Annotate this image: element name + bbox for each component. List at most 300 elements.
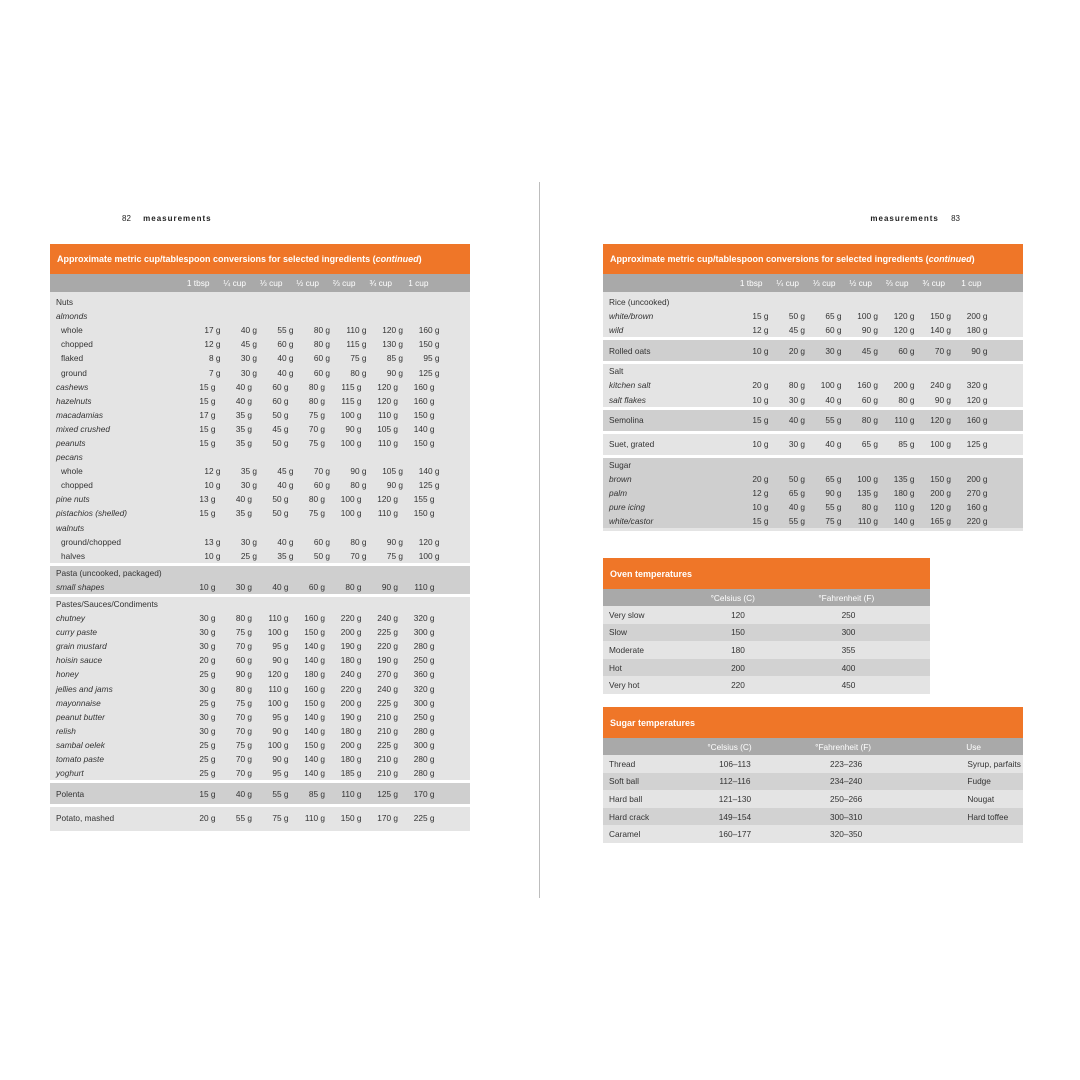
- value-cell: 110 g: [268, 613, 289, 624]
- sugar-temperatures-table: [603, 707, 1023, 843]
- value-cell: 160 g: [304, 683, 325, 694]
- left-page-number: 82: [122, 214, 131, 223]
- value-cell: 13 g: [199, 494, 216, 505]
- table-row: [50, 337, 470, 351]
- table-row: [603, 500, 1023, 514]
- value-cell: 80 g: [345, 581, 362, 592]
- table-row: [50, 351, 470, 365]
- value-cell: 100 g: [340, 437, 362, 448]
- value-cell: 190 g: [340, 711, 362, 722]
- left-page-header: [122, 214, 212, 223]
- ingredient-label: cashews: [56, 381, 89, 392]
- value-cell: 15 g: [199, 423, 216, 434]
- ingredient-label: relish: [56, 725, 76, 736]
- table-row: [603, 434, 1023, 455]
- value-cell: 60 g: [313, 480, 330, 491]
- value-cell: 25 g: [199, 739, 216, 750]
- value-cell: 65 g: [825, 311, 842, 322]
- value-cell: 320–350: [829, 829, 863, 840]
- value-cell: 165 g: [930, 515, 951, 526]
- table-row: [603, 755, 1023, 773]
- table-row: [603, 486, 1023, 500]
- value-cell: 135 g: [857, 487, 878, 498]
- row-label: Thread: [609, 758, 636, 769]
- table-row: [50, 580, 470, 594]
- value-cell: 75 g: [308, 409, 325, 420]
- value-cell: 160 g: [304, 613, 325, 624]
- table-row: [603, 392, 1023, 406]
- row-label: Very hot: [609, 680, 640, 691]
- value-cell: 280 g: [413, 725, 435, 736]
- ingredient-label: Rolled oats: [609, 345, 651, 356]
- value-cell: 150 g: [930, 473, 951, 484]
- value-cell: 140 g: [930, 325, 951, 336]
- table-title: Approximate metric cup/tablespoon conversions for selected ingredients ( continued ): [603, 244, 1023, 274]
- value-cell: 150 g: [413, 409, 435, 420]
- value-cell: 55 g: [272, 788, 289, 799]
- value-cell: 140 g: [304, 641, 325, 652]
- column-header: ¼ cup: [776, 278, 799, 288]
- table-row: [603, 659, 930, 677]
- value-cell: 90 g: [350, 466, 367, 477]
- table-row: [603, 641, 930, 659]
- value-cell: 140 g: [418, 466, 440, 477]
- ingredient-label: white/castor: [609, 515, 654, 526]
- value-cell: 200 g: [893, 380, 915, 391]
- table-row: [603, 676, 930, 694]
- table-title: Sugar temperatures: [603, 707, 1023, 738]
- ingredient-label: white/brown: [609, 311, 654, 322]
- value-cell: 105 g: [377, 423, 398, 434]
- value-cell: 20 g: [788, 345, 805, 356]
- value-cell: 150 g: [304, 697, 325, 708]
- value-cell: 45 g: [861, 345, 878, 356]
- value-cell: 80 g: [313, 325, 330, 336]
- row-label: Slow: [609, 627, 627, 638]
- ingredient-label: chopped: [61, 480, 93, 491]
- value-cell: 135 g: [893, 473, 915, 484]
- conversion-table-right: [603, 244, 1023, 531]
- table-row: [603, 606, 930, 624]
- value-cell: 300: [841, 627, 856, 638]
- column-header: 1 tbsp: [739, 278, 763, 288]
- value-cell: 223–236: [829, 758, 863, 769]
- column-header: ⅓ cup: [812, 278, 836, 288]
- ingredient-label: Salt: [609, 366, 624, 377]
- value-cell: 40 g: [277, 480, 294, 491]
- ingredient-label: Pastes/Sauces/Condiments: [56, 599, 158, 610]
- value-cell: 225 g: [413, 812, 435, 823]
- value-cell: 95 g: [272, 711, 289, 722]
- value-cell: 105 g: [382, 466, 403, 477]
- value-cell: 10 g: [752, 439, 769, 450]
- value-cell: 200 g: [966, 311, 988, 322]
- value-cell: 90 g: [381, 581, 398, 592]
- value-cell: 15 g: [752, 515, 769, 526]
- value-cell: 90 g: [386, 367, 403, 378]
- value-cell: 85 g: [308, 788, 325, 799]
- ingredient-label: whole: [61, 466, 83, 477]
- table-header-row: [603, 274, 1023, 292]
- value-cell: 225 g: [377, 697, 398, 708]
- value-cell: 90 g: [861, 325, 878, 336]
- ingredient-label: tomato paste: [56, 754, 104, 765]
- value-cell: 80 g: [308, 494, 325, 505]
- value-cell: 180 g: [340, 754, 362, 765]
- value-cell: 10 g: [752, 345, 769, 356]
- value-cell: 110 g: [857, 515, 878, 526]
- value-cell: 25 g: [199, 768, 216, 779]
- table-row: [50, 365, 470, 379]
- value-cell: 150 g: [304, 627, 325, 638]
- ingredient-label: brown: [609, 473, 632, 484]
- table-row: [50, 667, 470, 681]
- ingredient-label: halves: [61, 550, 85, 561]
- ingredient-label: mayonnaise: [56, 697, 101, 708]
- value-cell: 120 g: [893, 311, 915, 322]
- row-label: Very slow: [609, 609, 645, 620]
- ingredient-label: ground: [61, 367, 87, 378]
- ingredient-label: wild: [609, 325, 624, 336]
- column-header: °Celsius (C): [707, 741, 752, 752]
- value-cell: 70 g: [313, 466, 330, 477]
- table-row: [603, 378, 1023, 392]
- ingredient-label: grain mustard: [56, 641, 107, 652]
- value-cell: 60 g: [861, 394, 878, 405]
- value-cell: 30 g: [240, 536, 257, 547]
- value-cell: 35 g: [235, 423, 252, 434]
- value-cell: 120 g: [267, 669, 289, 680]
- value-cell: 30 g: [199, 613, 216, 624]
- value-cell: 70 g: [235, 711, 252, 722]
- value-cell: 125 g: [377, 788, 398, 799]
- value-cell: 120 g: [382, 325, 403, 336]
- value-cell: 30 g: [240, 367, 257, 378]
- value-cell: 50 g: [788, 311, 805, 322]
- value-cell: 55 g: [825, 415, 842, 426]
- value-cell: Nougat: [967, 793, 995, 804]
- table-row: [603, 295, 1023, 309]
- value-cell: 30 g: [199, 641, 216, 652]
- value-cell: 150 g: [930, 311, 951, 322]
- ingredient-label: Suet, grated: [609, 439, 655, 450]
- value-cell: 30 g: [199, 711, 216, 722]
- value-cell: 80 g: [308, 395, 325, 406]
- value-cell: 75 g: [308, 437, 325, 448]
- value-cell: 240 g: [930, 380, 951, 391]
- value-cell: 80 g: [235, 613, 252, 624]
- value-cell: 90 g: [825, 487, 842, 498]
- right-page-number: 83: [951, 214, 960, 223]
- value-cell: 160 g: [413, 395, 435, 406]
- ingredient-label: small shapes: [56, 581, 105, 592]
- ingredient-label: Nuts: [56, 297, 74, 308]
- value-cell: 12 g: [204, 466, 221, 477]
- value-cell: 75 g: [235, 627, 252, 638]
- value-cell: 40 g: [235, 494, 252, 505]
- value-cell: 60 g: [308, 581, 325, 592]
- value-cell: 40 g: [277, 367, 294, 378]
- value-cell: 100 g: [340, 494, 362, 505]
- ingredient-label: kitchen salt: [609, 380, 651, 391]
- value-cell: 240 g: [377, 613, 398, 624]
- table-row: [50, 724, 470, 738]
- value-cell: 10 g: [204, 550, 221, 561]
- value-cell: 121–130: [718, 793, 752, 804]
- value-cell: 80 g: [313, 339, 330, 350]
- value-cell: 50 g: [313, 550, 330, 561]
- value-cell: 95 g: [423, 353, 440, 364]
- value-cell: 30 g: [240, 480, 257, 491]
- table-row: [50, 639, 470, 653]
- table-body: [603, 292, 1023, 531]
- table-row: [50, 478, 470, 492]
- value-cell: 125 g: [418, 367, 440, 378]
- ingredient-label: pure icing: [609, 501, 645, 512]
- value-cell: 120 g: [418, 536, 440, 547]
- value-cell: 40 g: [235, 788, 252, 799]
- value-cell: 60 g: [313, 536, 330, 547]
- value-cell: 250 g: [413, 711, 435, 722]
- value-cell: 100 g: [857, 311, 878, 322]
- ingredient-label: honey: [56, 669, 79, 680]
- table-body: [50, 292, 470, 831]
- table-header-row: [50, 274, 470, 292]
- value-cell: 110 g: [341, 788, 362, 799]
- value-cell: 80 g: [861, 415, 878, 426]
- value-cell: 12 g: [752, 325, 769, 336]
- table-row: [603, 364, 1023, 378]
- value-cell: 45 g: [277, 466, 294, 477]
- value-cell: 140 g: [413, 423, 435, 434]
- value-cell: 90 g: [235, 669, 252, 680]
- value-cell: 450: [841, 680, 856, 691]
- table-row: [603, 472, 1023, 486]
- column-header: °Fahrenheit (F): [818, 592, 875, 603]
- value-cell: 15 g: [752, 311, 769, 322]
- value-cell: 20 g: [199, 812, 216, 823]
- value-cell: 110 g: [377, 409, 398, 420]
- value-cell: 220 g: [340, 683, 362, 694]
- table-row: [50, 696, 470, 710]
- table-row: [50, 506, 470, 520]
- table-body: [603, 755, 1023, 843]
- table-row: [603, 458, 1023, 472]
- ingredient-label: macadamias: [56, 409, 104, 420]
- value-cell: 250: [841, 609, 856, 620]
- value-cell: 15 g: [752, 415, 769, 426]
- value-cell: 112–116: [719, 776, 751, 787]
- value-cell: 150 g: [304, 739, 325, 750]
- column-header: Use: [966, 741, 981, 752]
- table-row: [50, 521, 470, 535]
- value-cell: 60 g: [272, 395, 289, 406]
- value-cell: 55 g: [788, 515, 805, 526]
- value-cell: 140 g: [304, 754, 325, 765]
- value-cell: 30 g: [788, 394, 805, 405]
- value-cell: 65 g: [861, 439, 878, 450]
- value-cell: 80 g: [350, 536, 367, 547]
- value-cell: 200 g: [966, 473, 988, 484]
- row-label: Hot: [609, 662, 622, 673]
- column-header: ¼ cup: [223, 278, 246, 288]
- value-cell: 17 g: [204, 325, 221, 336]
- value-cell: 185 g: [340, 768, 362, 779]
- value-cell: 234–240: [829, 776, 863, 787]
- value-cell: 60 g: [825, 325, 842, 336]
- column-header: ⅔ cup: [332, 278, 356, 288]
- value-cell: 70 g: [934, 345, 951, 356]
- value-cell: 55 g: [277, 325, 294, 336]
- value-cell: 120 g: [930, 415, 951, 426]
- value-cell: 30 g: [199, 683, 216, 694]
- ingredient-label: hazelnuts: [56, 395, 92, 406]
- ingredient-label: Sugar: [609, 459, 632, 470]
- value-cell: 140 g: [304, 655, 325, 666]
- table-row: [50, 783, 470, 804]
- value-cell: 75 g: [272, 812, 289, 823]
- table-row: [50, 422, 470, 436]
- value-cell: 210 g: [377, 711, 398, 722]
- value-cell: 35 g: [235, 437, 252, 448]
- value-cell: 300–310: [829, 811, 863, 822]
- value-cell: 50 g: [272, 508, 289, 519]
- ingredient-label: chopped: [61, 339, 93, 350]
- value-cell: 270 g: [966, 487, 988, 498]
- value-cell: 70 g: [350, 550, 367, 561]
- spacer: [603, 528, 1023, 531]
- value-cell: 95 g: [272, 641, 289, 652]
- value-cell: 50 g: [272, 494, 289, 505]
- value-cell: Syrup, parfaits: [967, 758, 1021, 769]
- value-cell: 150 g: [413, 437, 435, 448]
- value-cell: 70 g: [235, 641, 252, 652]
- table-title: Oven temperatures: [603, 558, 930, 589]
- table-row: [603, 410, 1023, 431]
- table-row: [50, 394, 470, 408]
- ingredient-label: Polenta: [56, 788, 85, 799]
- value-cell: 90 g: [971, 345, 988, 356]
- column-header: ½ cup: [296, 278, 319, 288]
- value-cell: 115 g: [346, 339, 367, 350]
- value-cell: 40 g: [277, 536, 294, 547]
- value-cell: 160 g: [418, 325, 440, 336]
- table-row: [50, 625, 470, 639]
- value-cell: 85 g: [386, 353, 403, 364]
- value-cell: 13 g: [204, 536, 221, 547]
- value-cell: 80 g: [788, 380, 805, 391]
- value-cell: 160 g: [413, 381, 435, 392]
- table-row: [50, 450, 470, 464]
- value-cell: 320 g: [413, 683, 435, 694]
- conversion-table-left: [50, 244, 470, 831]
- value-cell: 25 g: [199, 697, 216, 708]
- value-cell: 20 g: [752, 380, 769, 391]
- value-cell: 100 g: [820, 380, 842, 391]
- value-cell: 90 g: [272, 754, 289, 765]
- row-label: Soft ball: [609, 776, 639, 787]
- value-cell: 55 g: [825, 501, 842, 512]
- table-row: [50, 597, 470, 611]
- value-cell: 40 g: [240, 325, 257, 336]
- value-cell: 40 g: [272, 581, 289, 592]
- ingredient-label: salt flakes: [609, 394, 646, 405]
- ingredient-label: Semolina: [609, 415, 644, 426]
- value-cell: 75 g: [350, 353, 367, 364]
- value-cell: 160 g: [966, 415, 988, 426]
- value-cell: 110 g: [268, 683, 289, 694]
- value-cell: 210 g: [377, 768, 398, 779]
- value-cell: 30 g: [199, 725, 216, 736]
- value-cell: 30 g: [199, 627, 216, 638]
- value-cell: 80 g: [350, 367, 367, 378]
- value-cell: 40 g: [235, 381, 252, 392]
- value-cell: 20 g: [752, 473, 769, 484]
- value-cell: 45 g: [788, 325, 805, 336]
- value-cell: 40 g: [788, 501, 805, 512]
- ingredient-label: palm: [609, 487, 627, 498]
- column-header: ¾ cup: [922, 278, 945, 288]
- value-cell: 15 g: [199, 508, 216, 519]
- value-cell: 100 g: [418, 550, 440, 561]
- value-cell: 220: [731, 680, 745, 691]
- value-cell: 220 g: [377, 641, 398, 652]
- value-cell: 110 g: [377, 437, 398, 448]
- value-cell: 280 g: [413, 768, 435, 779]
- value-cell: 15 g: [199, 381, 216, 392]
- value-cell: 180 g: [966, 325, 988, 336]
- ingredient-label: flaked: [61, 353, 84, 364]
- value-cell: 80 g: [898, 394, 915, 405]
- table-row: [603, 773, 1023, 791]
- value-cell: 300 g: [413, 739, 435, 750]
- table-row: [50, 380, 470, 394]
- ingredient-label: whole: [61, 325, 83, 336]
- value-cell: 30 g: [240, 353, 257, 364]
- value-cell: 100 g: [340, 409, 362, 420]
- value-cell: 110 g: [894, 501, 915, 512]
- value-cell: 80 g: [350, 480, 367, 491]
- value-cell: 110 g: [377, 508, 398, 519]
- column-header: 1 cup: [961, 278, 982, 288]
- value-cell: 170 g: [377, 812, 398, 823]
- value-cell: 140 g: [893, 515, 915, 526]
- table-row: [50, 611, 470, 625]
- value-cell: 50 g: [272, 437, 289, 448]
- table-row: [50, 436, 470, 450]
- value-cell: 200 g: [930, 487, 951, 498]
- value-cell: 75 g: [235, 739, 252, 750]
- value-cell: 70 g: [235, 754, 252, 765]
- ingredient-label: ground/chopped: [61, 536, 121, 547]
- table-row: [603, 323, 1023, 337]
- value-cell: 10 g: [199, 581, 216, 592]
- value-cell: 280 g: [413, 641, 435, 652]
- table-row: [603, 790, 1023, 808]
- ingredient-label: pistachios (shelled): [56, 508, 128, 519]
- value-cell: 355: [841, 644, 856, 655]
- value-cell: 160–177: [718, 829, 752, 840]
- value-cell: 100 g: [267, 697, 289, 708]
- table-row: [50, 566, 470, 580]
- value-cell: 70 g: [235, 725, 252, 736]
- value-cell: 60 g: [235, 655, 252, 666]
- value-cell: 40 g: [825, 439, 842, 450]
- value-cell: 95 g: [272, 768, 289, 779]
- table-row: [603, 808, 1023, 826]
- table-row: [50, 752, 470, 766]
- value-cell: 160 g: [966, 501, 988, 512]
